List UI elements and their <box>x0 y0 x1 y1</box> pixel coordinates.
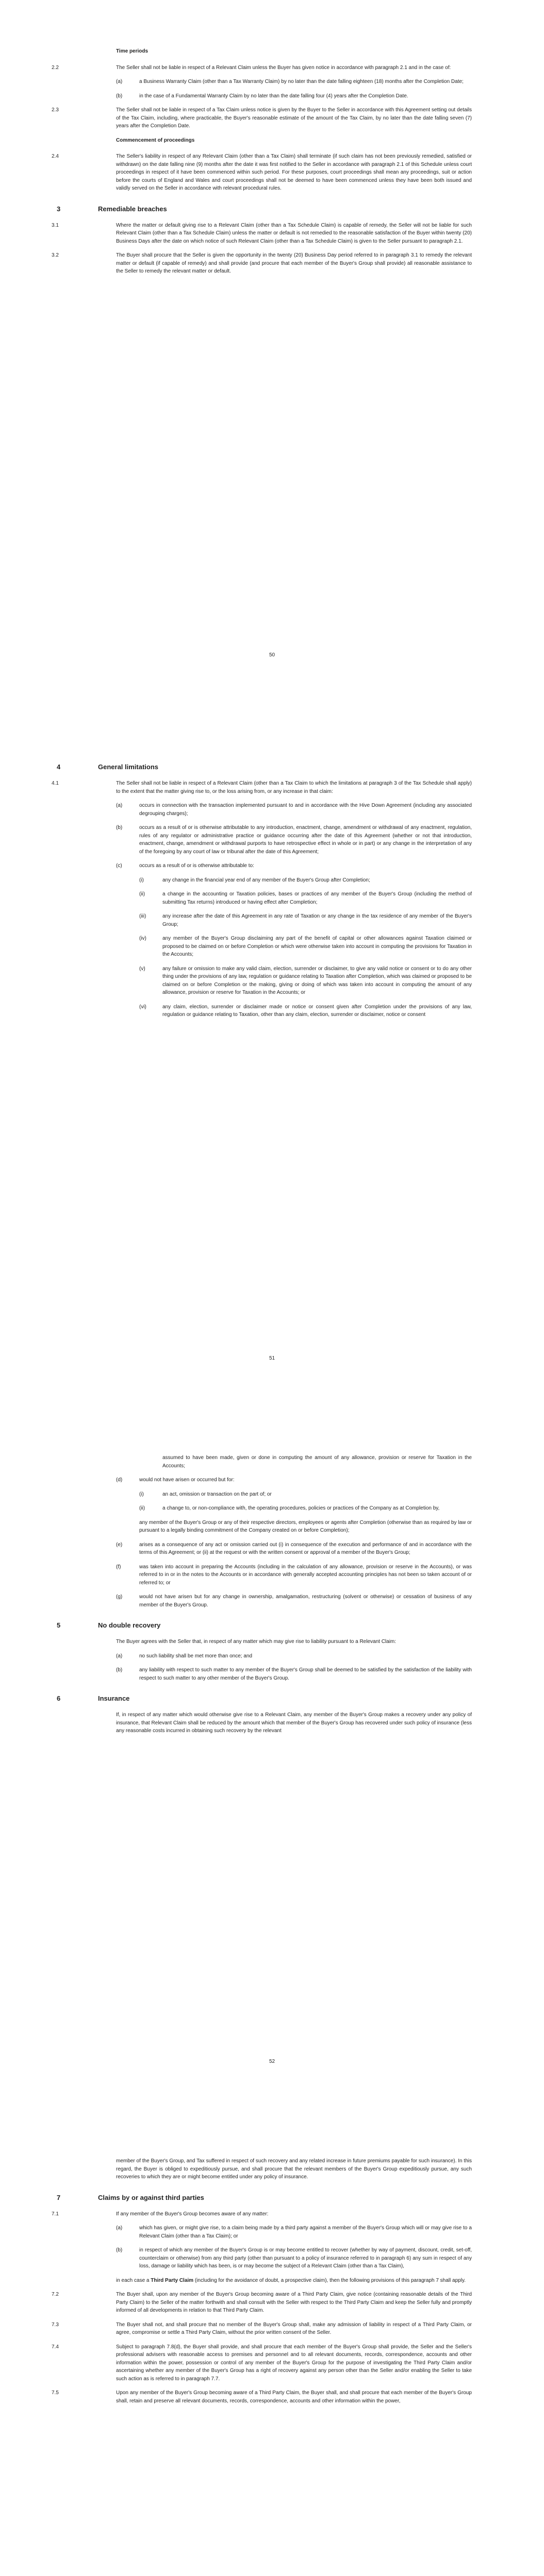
item-label: (iii) <box>139 913 146 920</box>
clause-text: Subject to paragraph 7.8(d), the Buyer shall provide, and shall procure that each member of the Buyer's Group shall provide, the Seller and the Seller's professional advisers with reasonable access to premises and personnel and to all relevant documents, records, correspondence, accounts and other information within the power, possession or control of any member of the Buyer's Group for the purpose of investigating the Third Party Claim and/or ascertaining whether any member of the Buyer's Group has a right of recovery against any person other than the Seller and/or enabling the Seller to take such action as is referred to in paragraph 7.7. <box>116 2344 472 2382</box>
clause-number: 7.3 <box>52 2321 59 2328</box>
item-text: occurs in connection with the transaction implemented pursuant to and in accordance with the Hive Down Agreement (including any associated degrouping charges); <box>139 803 472 817</box>
clause-number: 4.1 <box>52 781 59 787</box>
item-text: an act, omission or transaction on the part of; or <box>162 1491 272 1497</box>
page-number: 50 <box>269 652 275 658</box>
page-50 <box>0 0 544 703</box>
clause-text: The Buyer shall procure that the Seller is given the opportunity in the twenty (20) Business Day period referred to in paragraph 3.1 to remedy the relevant matter or default (if capable of remedy) and shall provide (and procure that each member of the Buyer's Group shall provide) all reasonable assistance to the Seller to remedy the relevant matter or default. <box>116 252 472 275</box>
item-label: (b) <box>116 825 123 831</box>
clause-6-continued: member of the Buyer's Group, and Tax suffered in respect of such recovery and any related increase in future premiums payable for such insurance). In this regard, the Buyer is obliged to expeditiously pursue, and shall procure that the relevant members of the Buyer's Group expeditiously pursue, any such recoveries to which they are or might become entitled under any policy of insurance. <box>116 2158 472 2180</box>
item-label: (a) <box>116 1653 123 1659</box>
heading-number: 5 <box>57 1621 61 1629</box>
clause-number: 2.3 <box>52 107 59 113</box>
item-text: would not have arisen but for any change in ownership, amalgamation, restructuring (solvent or otherwise) or cessation of business of any member of the Buyer's Group. <box>139 1594 472 1608</box>
item-text: in respect of which any member of the Buyer's Group is or may become entitled to recover (whether by way of payment, discount, credit, set-off, counterclaim or otherwise) from any third party (other than pursuant to a policy of insurance referred to in paragraph 6) any sum in respect of any loss, damage or liability which has been, is or may become the subject of a Relevant Claim (other than a Tax Claim), <box>139 2247 472 2269</box>
heading-title: No double recovery <box>98 1621 161 1629</box>
clause-4-1-c-iii <box>139 912 472 928</box>
clause-4-1-c-i <box>139 876 472 885</box>
heading-title: Insurance <box>98 1694 130 1703</box>
clause-number: 7.4 <box>52 2344 59 2350</box>
clause-4-1-b <box>116 824 472 856</box>
clause-7-1 <box>52 2210 472 2218</box>
item-label: (v) <box>139 965 145 972</box>
clause-4-1-a <box>116 802 472 818</box>
item-text: a change to, or non-compliance with, the operating procedures, policies or practices of the Company as at Completion by, <box>162 1505 440 1511</box>
clause-4-1 <box>52 779 472 795</box>
item-text: any increase after the date of this Agreement in any rate of Taxation or any change in the tax residence of any member of the Buyer's Group; <box>162 913 472 927</box>
clause-4-1-c-v <box>139 965 472 997</box>
tail-pre: in each case a <box>116 2277 151 2283</box>
clause-6-text: If, in respect of any matter which would otherwise give rise to a Relevant Claim, any member of the Buyer's Group makes a recovery under any policy of insurance, that Relevant Claim shall be reduced by the amount which that member of the Buyer's Group has recovered under such policy of insurance (less any reasonable costs incurred in obtaining such recovery by the relevant <box>116 1712 472 1734</box>
clause-text: The Seller shall not be liable in respect of a Tax Claim unless notice is given by the Buyer to the Seller in accordance with this Agreement setting out details of the Tax Claim, including, where practicable, the Buyer's reasonable estimate of the amount of the Tax Claim, by no later than the date falling seven (7) years after the Completion Date. <box>116 107 472 129</box>
clause-5-b <box>116 1666 472 1682</box>
clause-4-1-c <box>116 862 472 870</box>
clause-text: The Seller shall not be liable in respect of a Relevant Claim (other than a Tax Claim to which the limitations at paragraph 3 of the Tax Schedule shall apply) to the extent that the matter giving rise to, or the loss arising from, or any increase in that claim: <box>116 781 472 794</box>
clause-7-4 <box>52 2343 472 2383</box>
clause-2-2-a <box>116 78 472 86</box>
clause-3-1 <box>52 222 472 246</box>
clause-number: 3.2 <box>52 252 59 259</box>
page-51 <box>0 703 544 1406</box>
item-label: (b) <box>116 1667 123 1673</box>
tail-post: (including for the avoidance of doubt, a prospective claim), then the following provisions of this paragraph 7 shall apply. <box>193 2277 466 2283</box>
clause-text: If any member of the Buyer's Group becomes aware of any matter: <box>116 2211 269 2217</box>
item-label: (iv) <box>139 936 146 942</box>
item-label: (f) <box>116 1564 121 1570</box>
clause-number: 7.1 <box>52 2211 59 2217</box>
heading-title: General limitations <box>98 763 159 771</box>
item-text: any claim, election, surrender or disclaimer made or notice or consent given after Completion under the provisions of any law, regulation or guidance relating to Taxation, other than any claim, election, surrender or disclaimer, notice or consent <box>162 1004 472 1018</box>
item-label: (ii) <box>139 891 145 897</box>
clause-2-3 <box>52 106 472 130</box>
clause-text: Where the matter or default giving rise to a Relevant Claim (other than a Tax Schedule Claim) is capable of remedy, the Seller will not be liable for such Relevant Claim (other than a Tax Schedule Claim) unless the matter or default is not remedied to the reasonable satisfaction of the Buyer within twenty (20) Business Days after the date on which notice of such Relevant Claim (other than a Tax Schedule Claim) is given to the Seller pursuant to paragraph 2.1. <box>116 222 472 244</box>
item-label: (vi) <box>139 1004 146 1010</box>
item-text: which has given, or might give rise, to a claim being made by a third party against a member of the Buyer's Group which will or may give rise to a Relevant Claim (other than a Tax Claim); or <box>139 2225 472 2239</box>
clause-5-text: The Buyer agrees with the Seller that, in respect of any matter which may give rise to liability pursuant to a Relevant Claim: <box>116 1639 397 1645</box>
clause-7-2 <box>52 2291 472 2315</box>
item-label: (a) <box>116 2225 123 2231</box>
clause-2-2-b <box>116 92 472 100</box>
clause-number: 2.2 <box>52 64 59 71</box>
clause-4-1-d-tail: any member of the Buyer's Group or any of their respective directors, employees or agents after Completion (otherwise than as required by law or pursuant to a legally binding commitment of the Company created on or before Completion); <box>139 1519 472 1533</box>
clause-4-1-d <box>116 1476 472 1484</box>
item-label: (a) <box>116 79 123 84</box>
clause-4-1-c-ii <box>139 890 472 906</box>
item-text: would not have arisen or occurred but for: <box>139 1477 235 1483</box>
clause-4-1-f <box>116 1563 472 1587</box>
item-label: (b) <box>116 93 123 99</box>
clause-2-4 <box>52 152 472 193</box>
clause-text: Upon any member of the Buyer's Group becoming aware of a Third Party Claim, the Buyer shall, and shall procure that each member of the Buyer's Group shall, retain and preserve all relevant documents, records, correspondence, accounts and other information within the power, <box>116 2390 472 2404</box>
clause-4-1-d-i <box>139 1490 472 1499</box>
clause-7-5 <box>52 2389 472 2405</box>
clause-text: The Seller's liability in respect of any Relevant Claim (other than a Tax Claim) shall terminate (if such claim has not been previously remedied, satisfied or withdrawn) on the date falling nine (9) months after the date it was first notified to the Seller in accordance with paragraph 2.1 of this Schedule unless court proceedings in respect of it have been commenced within such period. For these purposes, court proceedings shall mean any proceedings, suit or action before the courts of England and Wales and court proceedings shall not be deemed to have been commenced unless they have been both issued and validly served on the Seller in accordance with relevant procedural rules. <box>116 154 472 191</box>
page-53 <box>0 2110 544 2576</box>
clause-2-2 <box>52 64 472 72</box>
clause-3-2 <box>52 251 472 276</box>
clause-4-1-g <box>116 1593 472 1609</box>
item-text: arises as a consequence of any act or omission carried out (i) in consequence of the execution and performance of and in accordance with the terms of this Agreement; or (ii) at the request or with the written consent or approval of a member of the Buyer's Group; <box>139 1541 472 1555</box>
heading-number: 6 <box>57 1694 61 1703</box>
heading-title: Claims by or against third parties <box>98 2193 204 2201</box>
clause-4-1-c-iv <box>139 935 472 959</box>
clause-text: The Seller shall not be liable in respect of a Relevant Claim unless the Buyer has given notice in accordance with paragraph 2.1 and in the case of: <box>116 64 451 71</box>
clause-5-a <box>116 1652 472 1660</box>
item-text: was taken into account in preparing the Accounts (including in the calculation of any allowance, provision or reserve in the Accounts), or was referred to in or in the notes to the Accounts or in accordance with generally accepted accounting principles has not been so taken account of or referred to; or <box>139 1564 472 1586</box>
heading-4 <box>52 762 472 772</box>
clause-7-1-a <box>116 2224 472 2240</box>
subheading-time-periods: Time periods <box>116 48 149 54</box>
item-label: (d) <box>116 1477 123 1483</box>
clause-text: The Buyer shall not, and shall procure that no member of the Buyer's Group shall, make any admission of liability in respect of a Third Party Claim, or agree, compromise or settle a Third Party Claim, without the prior written consent of the Seller. <box>116 2321 472 2336</box>
item-label: (b) <box>116 2247 123 2253</box>
item-label: (c) <box>116 863 122 869</box>
item-text: occurs as a result of or is otherwise attributable to: <box>139 863 254 869</box>
heading-7 <box>52 2193 472 2203</box>
item-text: occurs as a result of or is otherwise attributable to any introduction, enactment, change, amendment or withdrawal of any enactment, regulation, rules of any regulator or administrative practice or guidance occurring after the date of this Agreement (whether or not that introduction, enactment, change, amendment or withdrawal purports to have retrospective effect in whole or in part) or any change in the interpretation of any of the foregoing by any court of law or tribunal after the date of this Agreement; <box>139 825 472 855</box>
page-52 <box>0 1406 544 2110</box>
item-label: (e) <box>116 1541 123 1548</box>
clause-number: 2.4 <box>52 154 59 159</box>
item-text: a Business Warranty Claim (other than a Tax Warranty Claim) by no later than the date falling eighteen (18) months after the Completion Date; <box>139 79 464 84</box>
item-text: no such liability shall be met more than once; and <box>139 1653 253 1659</box>
heading-title: Remediable breaches <box>98 205 167 213</box>
clause-number: 7.2 <box>52 2292 59 2298</box>
item-label: (ii) <box>139 1505 145 1511</box>
item-text: a change in the accounting or Taxation policies, bases or practices of any member of the Buyer's Group (including the method of submitting Tax returns) introduced or having effect after Completion; <box>162 891 472 905</box>
clause-4-1-c-vi-continued: assumed to have been made, given or done in computing the amount of any allowance, provision or reserve for Taxation in the Accounts; <box>162 1455 472 1469</box>
clause-4-1-d-ii <box>139 1504 472 1513</box>
item-text: in the case of a Fundamental Warranty Claim by no later than the date falling four (4) years after the Completion Date. <box>139 93 408 99</box>
clause-7-3 <box>52 2321 472 2337</box>
item-label: (i) <box>139 877 144 883</box>
item-text: any change in the financial year end of any member of the Buyer's Group after Completion; <box>162 877 370 883</box>
heading-number: 3 <box>57 205 61 213</box>
defined-term-third-party-claim: Third Party Claim <box>151 2277 194 2283</box>
item-label: (g) <box>116 1594 123 1600</box>
page-number: 52 <box>269 2059 275 2064</box>
subheading-commencement: Commencement of proceedings <box>116 137 195 143</box>
clause-number: 3.1 <box>52 222 59 228</box>
clause-text: The Buyer shall, upon any member of the Buyer's Group becoming aware of a Third Party Claim, give notice (containing reasonable details of the Third Party Claim) to the Seller of the matter forthwith and shall consult with the Seller with respect to the Third Party Claim and keep the Seller fully and promptly informed of all developments in relation to that Third Party Claim. <box>116 2292 472 2314</box>
clause-7-1-tail <box>116 2277 472 2285</box>
clause-7-1-b <box>116 2246 472 2270</box>
heading-3 <box>52 204 472 214</box>
item-text: any member of the Buyer's Group disclaiming any part of the benefit of capital or other allowances against Taxation claimed or proposed to be claimed on or before Completion or which were otherwise taken into account in computing the provisions for Taxation in the Accounts; <box>162 936 472 958</box>
heading-number: 7 <box>57 2193 61 2201</box>
heading-6 <box>52 1693 472 1704</box>
page-number: 51 <box>269 1355 275 1361</box>
clause-4-1-c-vi <box>139 1003 472 1019</box>
heading-5 <box>52 1620 472 1631</box>
clause-number: 7.5 <box>52 2390 59 2396</box>
item-text: any liability with respect to such matter to any member of the Buyer's Group shall be deemed to be satisfied by the satisfaction of the liability with respect to such matter to any other member of the Buyer's Group. <box>139 1667 472 1681</box>
item-label: (i) <box>139 1491 144 1497</box>
item-label: (a) <box>116 803 123 809</box>
clause-4-1-e <box>116 1541 472 1557</box>
item-text: any failure or omission to make any valid claim, election, surrender or disclaimer, to give any valid notice or consent or to do any other thing under the provisions of any law, regulation or guidance relating to Taxation after Completion, which was claimed or proposed to be claimed on or before Completion or the making, giving or doing of which was taken into account in computing the amount of any allowance, provision or reserve for Taxation in the Accounts; or <box>162 965 472 996</box>
heading-number: 4 <box>57 763 61 771</box>
